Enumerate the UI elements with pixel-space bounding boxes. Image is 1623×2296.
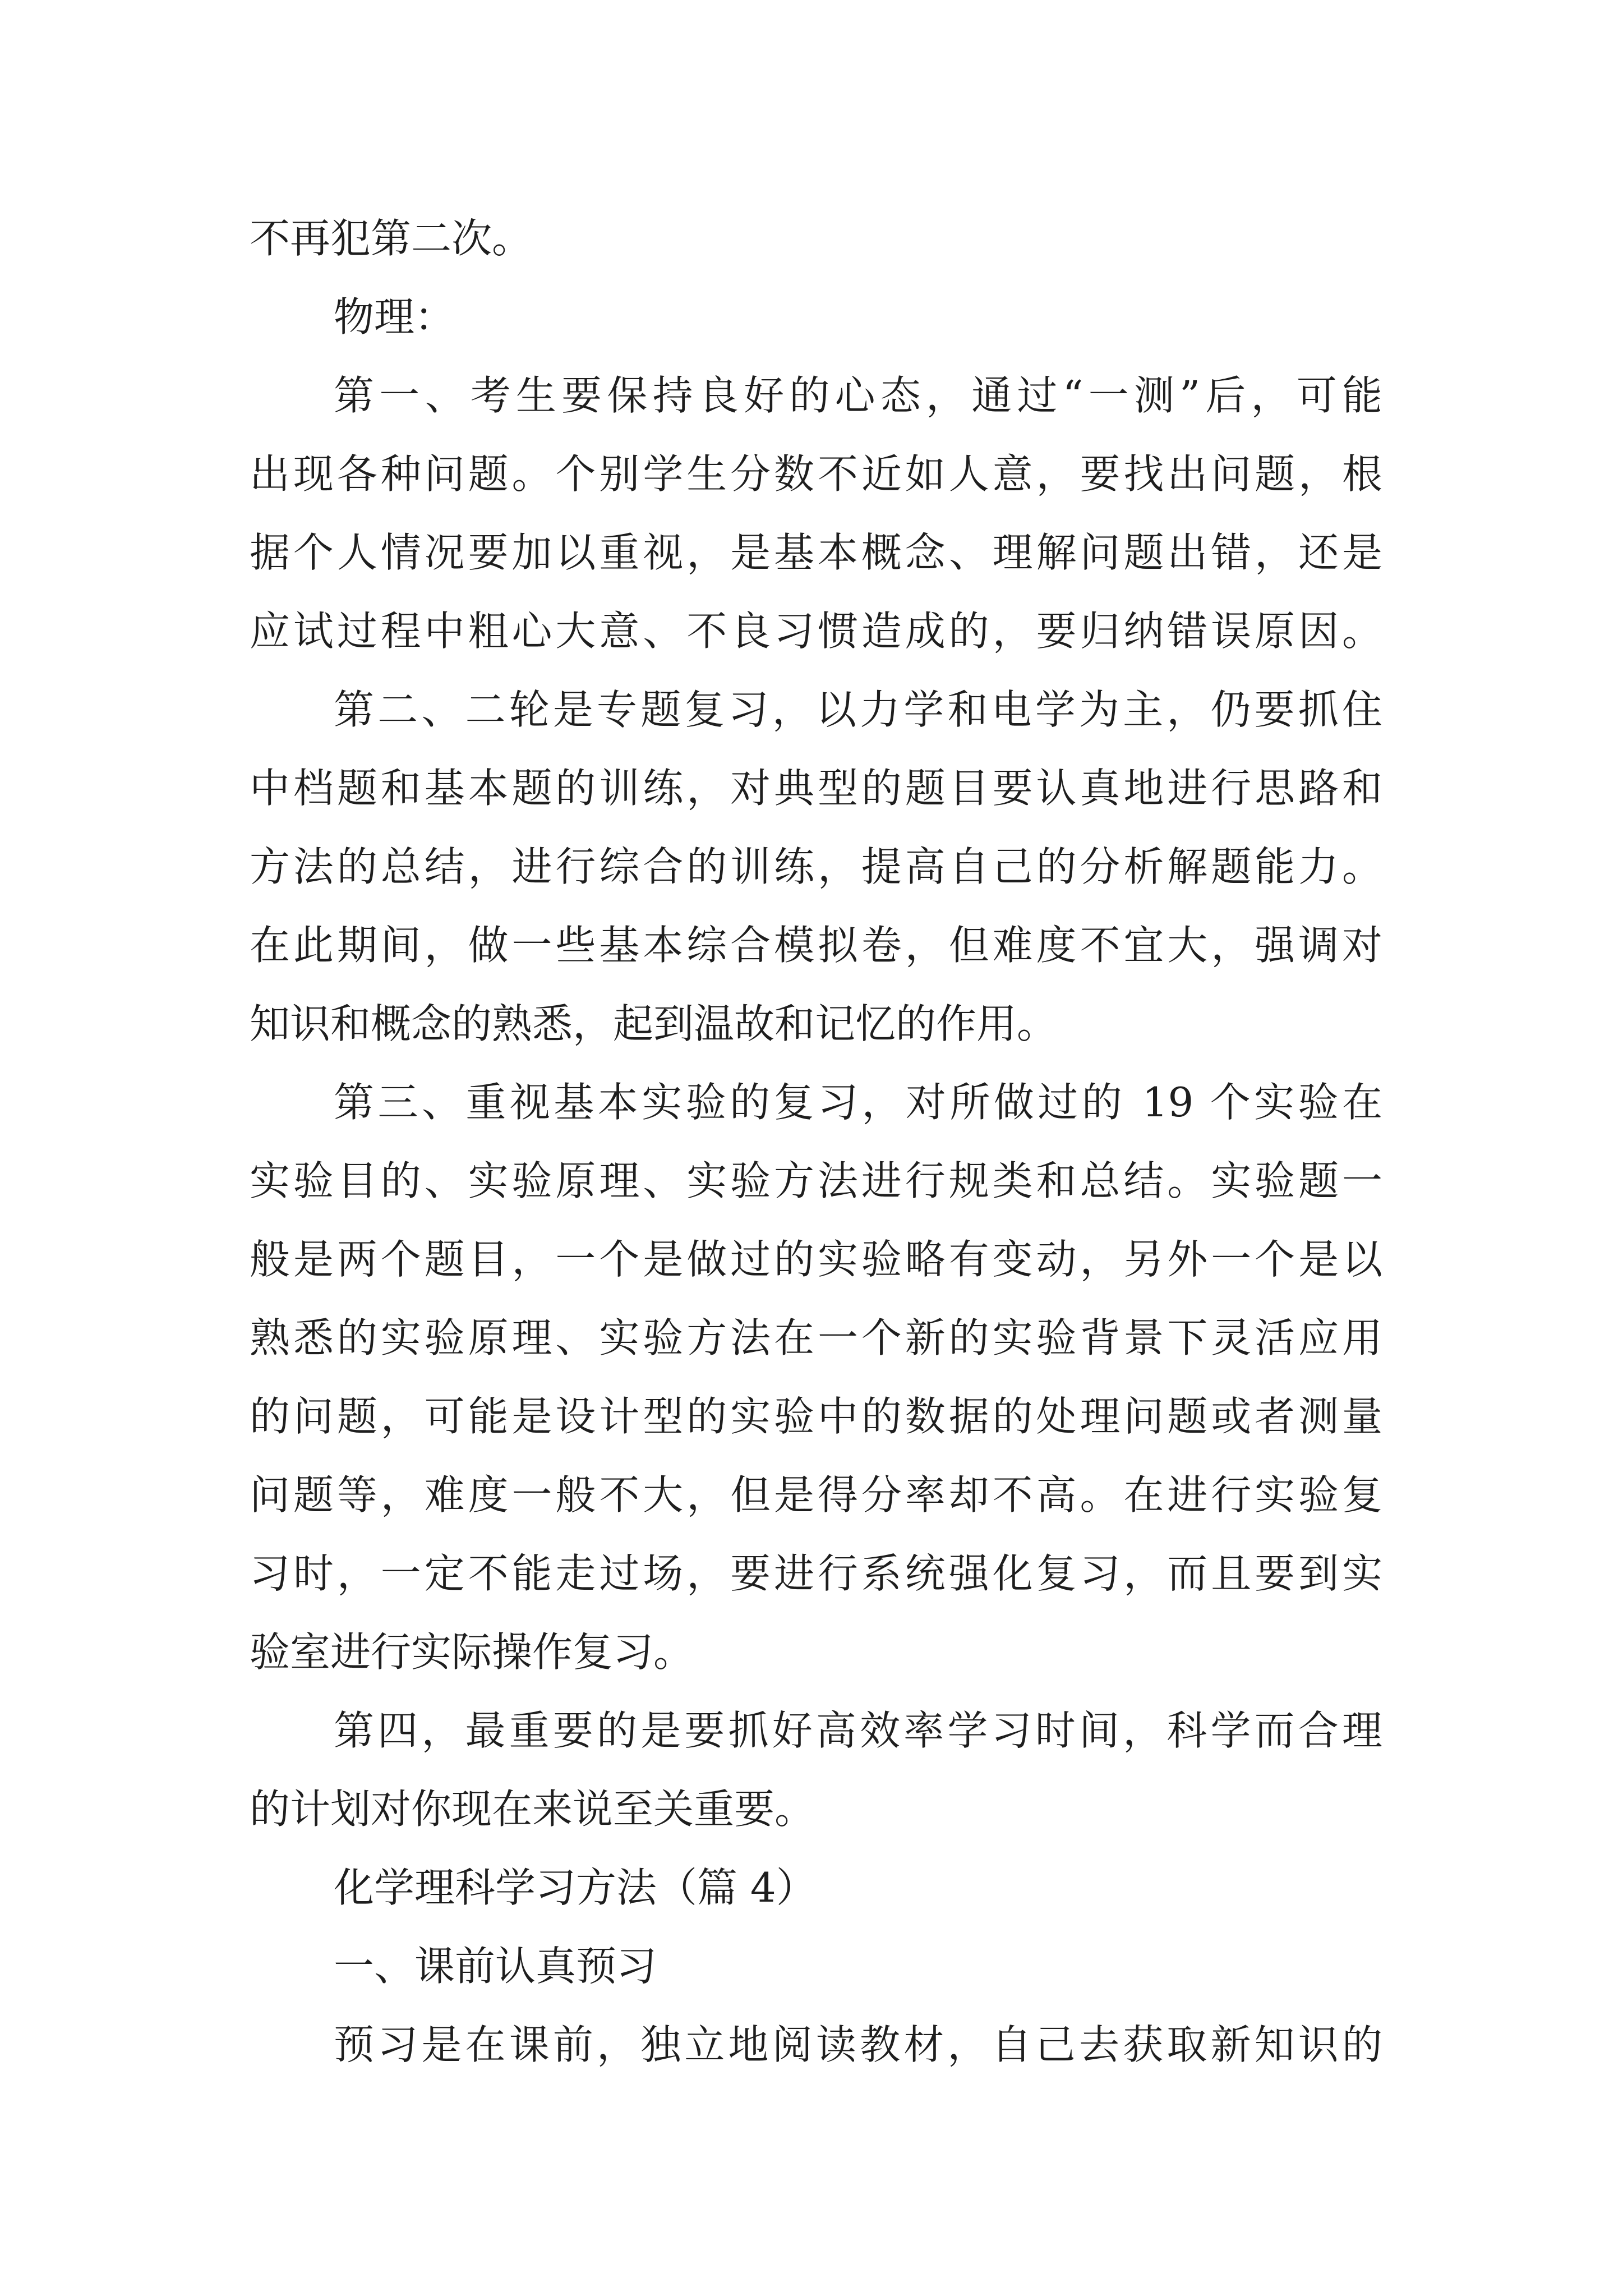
paragraph-line: 熟悉的实验原理、实验方法在一个新的实验背景下灵活应用 <box>250 1314 1382 1361</box>
paragraph-line: 第一、考生要保持良好的心态，通过“一测”后，可能 <box>334 372 1382 419</box>
paragraph-line: 方法的总结，进行综合的训练，提高自己的分析解题能力。 <box>250 843 1382 890</box>
paragraph-line: 般是两个题目，一个是做过的实验略有变动，另外一个是以 <box>250 1236 1382 1283</box>
paragraph-line: 预习是在课前，独立地阅读教材，自己去获取新知识的 <box>334 2021 1382 2068</box>
paragraph-line: 出现各种问题。个别学生分数不近如人意，要找出问题，根 <box>250 450 1382 498</box>
paragraph-line: 验室进行实际操作复习。 <box>250 1628 694 1676</box>
paragraph-line: 中档题和基本题的训练，对典型的题目要认真地进行思路和 <box>250 765 1382 812</box>
paragraph-line: 不再犯第二次。 <box>250 215 533 262</box>
paragraph-line: 在此期间，做一些基本综合模拟卷，但难度不宜大，强调对 <box>250 922 1382 969</box>
paragraph-line: 习时，一定不能走过场，要进行系统强化复习，而且要到实 <box>250 1550 1382 1597</box>
paragraph-line: 的问题，可能是设计型的实验中的数据的处理问题或者测量 <box>250 1393 1382 1440</box>
paragraph-line: 实验目的、实验原理、实验方法进行规类和总结。实验题一 <box>250 1157 1382 1204</box>
paragraph-line: 的计划对你现在来说至关重要。 <box>250 1786 815 1833</box>
section-heading-physics: 物理： <box>334 293 455 341</box>
paragraph-line: 问题等，难度一般不大，但是得分率却不高。在进行实验复 <box>250 1471 1382 1519</box>
paragraph-line: 第三、重视基本实验的复习，对所做过的 19 个实验在 <box>334 1079 1382 1126</box>
section-heading-chemistry: 化学理科学习方法（篇 4） <box>334 1864 817 1911</box>
paragraph-line: 知识和概念的熟悉，起到温故和记忆的作用。 <box>250 1000 1058 1047</box>
paragraph-line: 第二、二轮是专题复习，以力学和电学为主，仍要抓住 <box>334 686 1382 733</box>
paragraph-line: 据个人情况要加以重视，是基本概念、理解问题出错，还是 <box>250 529 1382 576</box>
paragraph-line: 应试过程中粗心大意、不良习惯造成的，要归纳错误原因。 <box>250 608 1382 655</box>
subsection-heading: 一、课前认真预习 <box>334 1943 657 1990</box>
paragraph-line: 第四，最重要的是要抓好高效率学习时间，科学而合理 <box>334 1707 1382 1754</box>
